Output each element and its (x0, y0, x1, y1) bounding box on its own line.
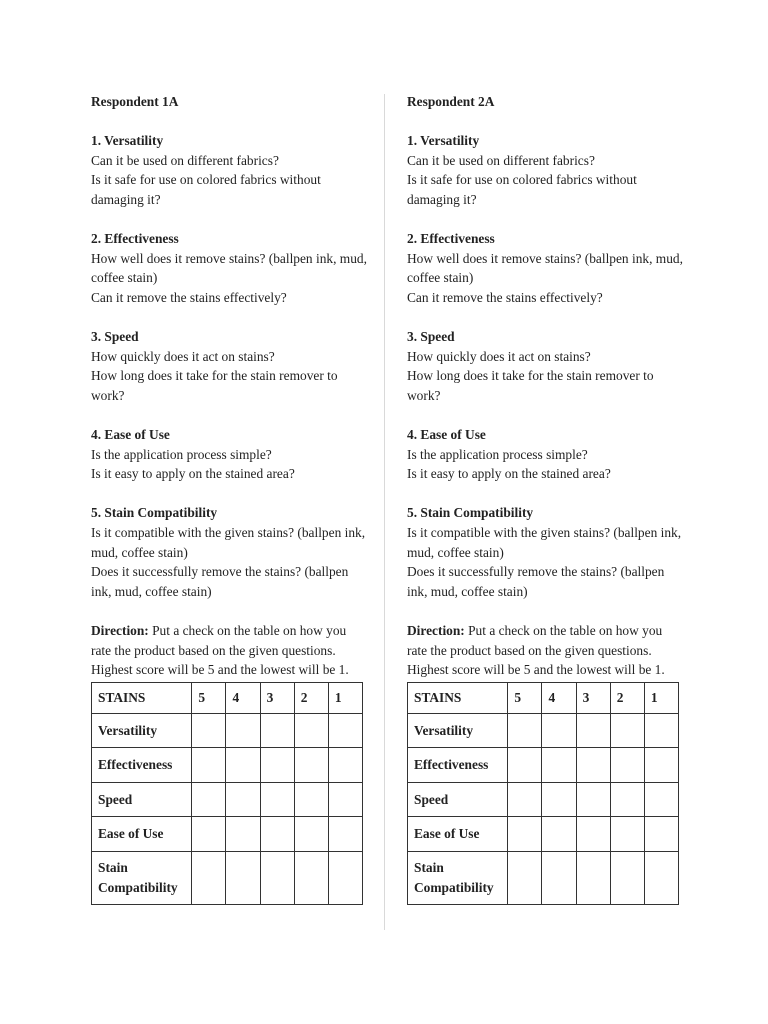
rating-cell[interactable] (294, 817, 328, 852)
direction-label: Direction: (407, 623, 465, 639)
header-stains: STAINS (408, 682, 508, 713)
rating-cell[interactable] (610, 713, 644, 748)
rating-cell[interactable] (192, 817, 226, 852)
table-row (408, 817, 679, 852)
table-header-row (408, 682, 679, 713)
row-label: Stain Compatibility (92, 851, 192, 904)
criterion-ease-of-use (407, 425, 683, 484)
criterion-heading: 1. Versatility (91, 133, 164, 149)
header-score-3: 3 (576, 682, 610, 713)
question-line: Is the application process simple? (91, 446, 272, 462)
rating-cell[interactable] (508, 851, 542, 904)
question-line: Does it successfully remove the stains? (ballpen ink, mud, coffee stain) (91, 564, 349, 599)
question-line: Can it remove the stains effectively? (407, 289, 603, 305)
criterion-heading: 4. Ease of Use (407, 427, 486, 443)
rating-cell[interactable] (576, 748, 610, 783)
rating-cell[interactable] (576, 713, 610, 748)
header-score-5: 5 (508, 682, 542, 713)
header-score-1: 1 (644, 682, 678, 713)
row-label: Stain Compatibility (408, 851, 508, 904)
criterion-versatility (407, 131, 683, 209)
rating-cell[interactable] (542, 713, 576, 748)
table-row (92, 782, 363, 817)
row-label: Ease of Use (92, 817, 192, 852)
table-row (408, 713, 679, 748)
rating-cell[interactable] (260, 713, 294, 748)
criterion-speed (91, 327, 367, 405)
question-line: How quickly does it act on stains? (91, 348, 275, 364)
rating-table (91, 682, 363, 905)
question-line: Can it be used on different fabrics? (91, 152, 279, 168)
header-score-2: 2 (294, 682, 328, 713)
row-label: Speed (408, 782, 508, 817)
table-row (92, 817, 363, 852)
question-line: Does it successfully remove the stains? (ballpen ink, mud, coffee stain) (407, 564, 665, 599)
criterion-stain-compatibility (407, 503, 683, 601)
rating-cell[interactable] (328, 713, 362, 748)
rating-cell[interactable] (644, 817, 678, 852)
question-line: Is it easy to apply on the stained area? (407, 466, 611, 482)
direction-text: Put a check on the table on how you rate the product based on the given questions. Highest score will be 5 and the lowest will be 1. (91, 623, 349, 678)
criterion-heading: 3. Speed (91, 329, 139, 345)
criterion-heading: 4. Ease of Use (91, 427, 170, 443)
header-score-4: 4 (542, 682, 576, 713)
rating-cell[interactable] (260, 851, 294, 904)
direction-label: Direction: (91, 623, 149, 639)
row-label: Effectiveness (92, 748, 192, 783)
criterion-versatility (91, 131, 367, 209)
criterion-stain-compatibility (91, 503, 367, 601)
rating-cell[interactable] (260, 817, 294, 852)
criterion-heading: 2. Effectiveness (91, 231, 179, 247)
column-divider (384, 94, 385, 930)
question-line: Is it safe for use on colored fabrics without damaging it? (91, 172, 321, 207)
rating-cell[interactable] (328, 748, 362, 783)
rating-cell[interactable] (192, 851, 226, 904)
table-row (408, 851, 679, 904)
rating-cell[interactable] (576, 782, 610, 817)
rating-cell[interactable] (644, 748, 678, 783)
rating-cell[interactable] (542, 817, 576, 852)
header-score-4: 4 (226, 682, 260, 713)
rating-cell[interactable] (294, 851, 328, 904)
criterion-effectiveness (407, 229, 683, 307)
rating-cell[interactable] (610, 782, 644, 817)
question-line: Is it easy to apply on the stained area? (91, 466, 295, 482)
row-label: Effectiveness (408, 748, 508, 783)
criterion-effectiveness (91, 229, 367, 307)
criterion-heading: 3. Speed (407, 329, 455, 345)
row-label: Speed (92, 782, 192, 817)
criterion-heading: 5. Stain Compatibility (91, 505, 218, 521)
question-line: How long does it take for the stain remover to work? (91, 368, 338, 403)
criterion-speed (407, 327, 683, 405)
rating-cell[interactable] (192, 748, 226, 783)
rating-cell[interactable] (260, 748, 294, 783)
table-header-row (92, 682, 363, 713)
criterion-heading: 5. Stain Compatibility (407, 505, 534, 521)
question-line: Can it remove the stains effectively? (91, 289, 287, 305)
header-score-1: 1 (328, 682, 362, 713)
rating-cell[interactable] (542, 748, 576, 783)
question-line: How quickly does it act on stains? (407, 348, 591, 364)
question-line: How well does it remove stains? (ballpen ink, mud, coffee stain) (407, 250, 683, 286)
row-label: Ease of Use (408, 817, 508, 852)
row-label: Versatility (408, 713, 508, 748)
rating-cell[interactable] (542, 851, 576, 904)
rating-cell[interactable] (644, 713, 678, 748)
question-line: Is it compatible with the given stains? (ballpen ink, mud, coffee stain) (407, 525, 682, 560)
rating-cell[interactable] (576, 851, 610, 904)
rating-cell[interactable] (192, 782, 226, 817)
question-line: Is it compatible with the given stains? (ballpen ink, mud, coffee stain) (91, 525, 366, 560)
rating-cell[interactable] (508, 817, 542, 852)
rating-cell[interactable] (192, 713, 226, 748)
header-stains: STAINS (92, 682, 192, 713)
rating-cell[interactable] (294, 748, 328, 783)
rating-cell[interactable] (226, 713, 260, 748)
header-score-3: 3 (260, 682, 294, 713)
rating-cell[interactable] (260, 782, 294, 817)
respondent-title: Respondent 2A (407, 94, 495, 109)
respondent-column-1a (91, 90, 367, 905)
rating-table (407, 682, 679, 905)
respondent-column-2a (407, 90, 683, 905)
criterion-heading: 2. Effectiveness (407, 231, 495, 247)
rating-cell[interactable] (542, 782, 576, 817)
rating-cell[interactable] (328, 817, 362, 852)
respondent-title: Respondent 1A (91, 94, 179, 109)
rating-cell[interactable] (508, 748, 542, 783)
table-row (408, 748, 679, 783)
table-row (408, 782, 679, 817)
rating-cell[interactable] (508, 782, 542, 817)
rating-cell[interactable] (226, 782, 260, 817)
criterion-ease-of-use (91, 425, 367, 484)
question-line: Can it be used on different fabrics? (407, 152, 595, 168)
rating-cell[interactable] (610, 748, 644, 783)
rating-cell[interactable] (226, 851, 260, 904)
direction-paragraph (91, 621, 367, 680)
rating-cell[interactable] (294, 713, 328, 748)
rating-cell[interactable] (576, 817, 610, 852)
rating-cell[interactable] (294, 782, 328, 817)
direction-text: Put a check on the table on how you rate the product based on the given questions. Highest score will be 5 and the lowest will be 1. (407, 623, 665, 678)
table-row (92, 851, 363, 904)
rating-cell[interactable] (610, 817, 644, 852)
header-score-2: 2 (610, 682, 644, 713)
rating-cell[interactable] (328, 782, 362, 817)
row-label: Versatility (92, 713, 192, 748)
criterion-heading: 1. Versatility (407, 133, 480, 149)
direction-paragraph (407, 621, 683, 680)
table-row (92, 713, 363, 748)
question-line: How long does it take for the stain remover to work? (407, 368, 654, 403)
header-score-5: 5 (192, 682, 226, 713)
rating-cell[interactable] (644, 782, 678, 817)
rating-cell[interactable] (226, 817, 260, 852)
question-line: How well does it remove stains? (ballpen ink, mud, coffee stain) (91, 250, 367, 286)
rating-cell[interactable] (610, 851, 644, 904)
rating-cell[interactable] (226, 748, 260, 783)
question-line: Is the application process simple? (407, 446, 588, 462)
rating-cell[interactable] (328, 851, 362, 904)
rating-cell[interactable] (644, 851, 678, 904)
table-row (92, 748, 363, 783)
question-line: Is it safe for use on colored fabrics without damaging it? (407, 172, 637, 207)
rating-cell[interactable] (508, 713, 542, 748)
